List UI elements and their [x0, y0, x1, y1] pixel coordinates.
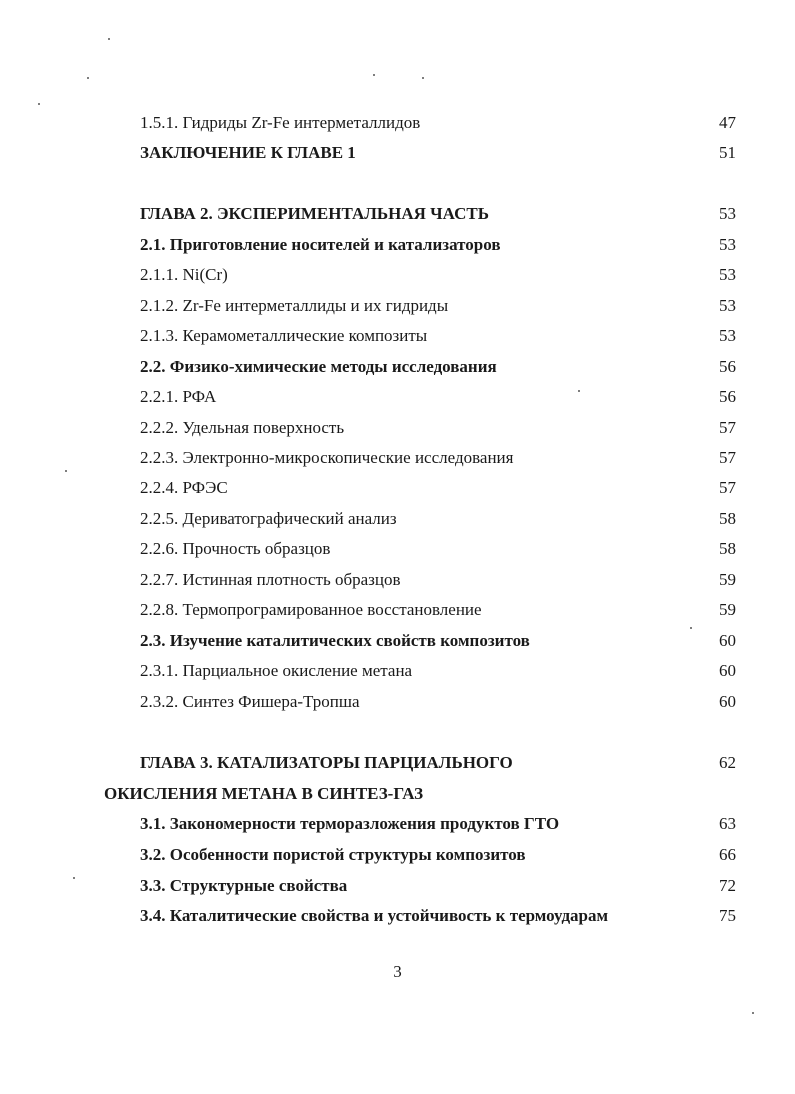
toc-entry-title: 3.1. Закономерности терморазложения продуктов ГТО	[140, 814, 560, 833]
toc-entry-title: 2.1.1. Ni(Cr)	[140, 265, 228, 284]
toc-entry-page: 51	[719, 143, 736, 162]
toc-entry-title: 2.2.2. Удельная поверхность	[140, 418, 345, 437]
toc-entry-page: 56	[719, 357, 736, 376]
page-number: 3	[393, 962, 402, 981]
toc-entry-page: 53	[719, 204, 736, 223]
toc-entry-title: 3.4. Каталитические свойства и устойчивость к термоударам	[140, 906, 609, 925]
toc-entry-title: 2.2.3. Электронно-микроскопические исследования	[140, 448, 514, 467]
toc-entry-title: 2.1.3. Керамометаллические композиты	[140, 326, 428, 345]
toc-entry-page: 53	[719, 265, 736, 284]
scan-speck	[422, 77, 424, 79]
scan-speck	[690, 627, 692, 629]
toc-entry-title: 2.3.2. Синтез Фишера-Тропша	[140, 692, 360, 711]
toc-entry-title: 3.3. Структурные свойства	[140, 876, 348, 895]
toc-entry-title: 2.2.6. Прочность образцов	[140, 539, 331, 558]
toc-entry-page: 58	[719, 509, 736, 528]
toc-entry-page: 63	[719, 814, 736, 833]
toc-entry-page: 66	[719, 845, 736, 864]
toc-entry-title: 2.2.7. Истинная плотность образцов	[140, 570, 401, 589]
toc-entry-title: 2.2.1. РФА	[140, 387, 217, 406]
toc-chapter-title-continued: ОКИСЛЕНИЯ МЕТАНА В СИНТЕЗ-ГАЗ	[104, 784, 424, 803]
toc-entry-page: 57	[719, 448, 736, 467]
toc-entry-page: 75	[719, 906, 736, 925]
toc-entry-title: 2.2. Физико-химические методы исследования	[140, 357, 497, 376]
toc-chapter-title: ГЛАВА 2. ЭКСПЕРИМЕНТАЛЬНАЯ ЧАСТЬ	[140, 204, 489, 223]
toc-entry-page: 58	[719, 539, 736, 558]
toc-entry-page: 59	[719, 600, 736, 619]
toc-entry-title: 2.2.5. Дериватографический анализ	[140, 509, 397, 528]
scan-speck	[87, 77, 89, 79]
scan-speck	[73, 877, 75, 879]
toc-entry-page: 60	[719, 631, 736, 650]
toc-entry-title: 2.2.4. РФЭС	[140, 478, 228, 497]
toc-entry-page: 53	[719, 326, 736, 345]
scan-speck	[373, 74, 375, 76]
toc-entry-title: 3.2. Особенности пористой структуры композитов	[140, 845, 526, 864]
toc-chapter-title: ГЛАВА 3. КАТАЛИЗАТОРЫ ПАРЦИАЛЬНОГО	[140, 753, 513, 772]
scan-speck	[108, 38, 110, 40]
toc-entry-title: 2.3.1. Парциальное окисление метана	[140, 661, 413, 680]
toc-entry-page: 60	[719, 692, 736, 711]
toc-entry-page: 57	[719, 478, 736, 497]
toc-entry-title: 2.3. Изучение каталитических свойств композитов	[140, 631, 530, 650]
toc-entry-page: 59	[719, 570, 736, 589]
toc-entry-title: 2.1.2. Zr-Fe интерметаллиды и их гидриды	[140, 296, 449, 315]
toc-entry-page: 62	[719, 753, 736, 772]
scan-speck	[752, 1012, 754, 1014]
scan-speck	[65, 470, 67, 472]
scan-speck	[38, 103, 40, 105]
toc-entry-page: 47	[719, 113, 736, 132]
toc-entry-page: 60	[719, 661, 736, 680]
toc-entry-title: 2.2.8. Термопрограмированное восстановление	[140, 600, 482, 619]
toc-entry-page: 72	[719, 876, 736, 895]
toc-entry-page: 57	[719, 418, 736, 437]
toc-entry-title: 2.1. Приготовление носителей и катализаторов	[140, 235, 501, 254]
toc-entry-page: 53	[719, 296, 736, 315]
toc-entry-page: 56	[719, 387, 736, 406]
toc-entry-title: 1.5.1. Гидриды Zr-Fe интерметаллидов	[140, 113, 421, 132]
toc-entry-title: ЗАКЛЮЧЕНИЕ К ГЛАВЕ 1	[140, 143, 356, 162]
toc-entry-page: 53	[719, 235, 736, 254]
scan-speck	[578, 390, 580, 392]
